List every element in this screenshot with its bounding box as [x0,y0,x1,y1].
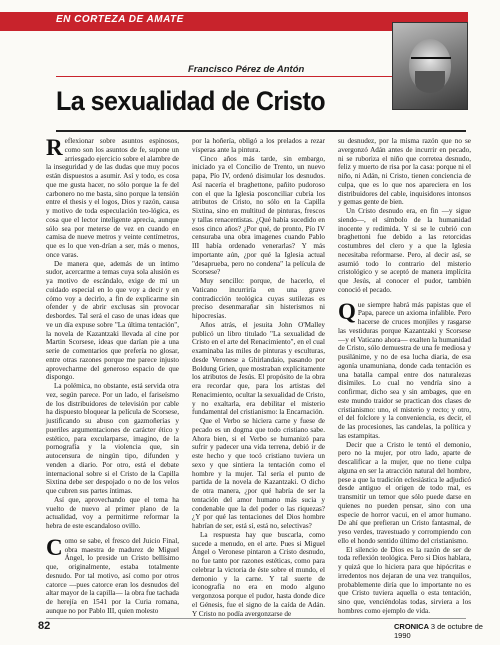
paragraph: Muy sencillo: porque, de hacerlo, el Vaticano incurriría en una grave contradicción teológica cuyas sutilezas es preciso desenmarañar sin histerismos ni hipocresías. [192,277,325,320]
column-3 [338,137,471,616]
drop-cap: C [46,534,63,560]
paragraph: Decir que a Cristo le tentó el demonio, pero no la mujer, por otro lado, aparte de descalificar a la mujer, que no tiene culpa alguna en ser la atracción natural del hombre, pese a que la tradición eclesiástica le adjudicó desde antiguo el origen de todo mal, es transmitir un temor que sólo puede darse en quienes no pueden pensar, sino con una especie de horror vacui, en el amor humano. De ahí que prefieran un Cristo fantasmal, de yeso verdes, travestuado y corrompiendo con ello el hondo sentido último del cristianismo. [338,440,471,545]
article-title: La sexualidad de Cristo [56,86,326,116]
publication-name: CRONICA 3 de octubre de 1990 [394,622,483,640]
paragraph: Así que, aprovechando que el tema ha vuelto de nuevo al primer plano de la actualidad, voy a permitirme reformar la hebra de este escandaloso ovillo. [46,495,179,530]
paragraph: Un Cristo desnudo era, en fin —y sigue siendo—, el símbolo de la humanidad inocente y redimida. Y si se le cubrió con braghettoni fue debido a las retorcidas costumbres del clero y a que la Iglesia necesitaba reformarse. Pero, al decir así, se asumió todo lo contrario del misterio cristológico y se aceptó de manera implícita que Jesús, al conocer el pudor, también conoció el pecado. [338,207,471,294]
paragraph: Reflexionar sobre asuntos espinosos, como son los asuntos de fe, supone un arriesgado ejercicio sobre el alambre de la inseguridad y de las dudas que muy pocos están dispuestos a asumir. Así y todo, es cosa que me gusta hacer, no sólo porque la fe del carbonero no me basta, sino porque la tensión entre el thesis y el logos, Dios y razón, causa y motivo de toda especulación teo-lógica, es cosa que el lector inteligente aprecia, aunque sólo sea por meterse de vez en cuando en camisa de nueve metros y veinte centímetros, que es lo que ven-drían a ser, más o menos, once varas. [46,135,179,259]
author-photo [392,22,468,110]
header-rule [56,76,392,77]
paragraph: por la hoñería, obligó a los prelados a rezar vísperas ante la pintura. [192,137,325,154]
paragraph: De manera que, además de un íntimo sudor, acercarme a temas cuya sola alusión es ya motivo de escándalo, exige de mí un cuidado especial en lo que voy a decir y en cómo voy a decirlo, a fin de explicarme sin ofender y de abrir exclusas sin provocar desbordes. Tal será el caso de unas ideas que ve un día expuse sobre "La última tentación", la novela de Kazantzaki llevada al cine por Martin Scorsese, ideas que darían pie a una serie de comentarios que prefería no glosar, entre otras razones porque me parece injusto aprovecharme del generoso espacio de que dispongo. [46,259,179,382]
page-footer [0,612,500,645]
paragraph: El silencio de Dios es la razón de ser de toda reflexión teológica. Pero si Dios hablara, y quizá que lo hiciera para que hipócritas e irredentos nos dejaran de una vez tranquilos, probablemente diría que lo importante no es que Cristo tuviera aquella o esta tentación, sino que, venciéndolas todas, sirviera a los hombres como ejemplo de vida. [338,545,471,615]
paragraph: Cinco años más tarde, sin embargo, iniciado ya el Concilio de Trento, un nuevo papa, Pío IV, ordenó disimular los desnudos. Así nacería el braghettone, pañito pudoroso con el que la Iglesia posconciliar cubría los atributos de Cristo, no sólo en la Capilla Sixtina, sino en multitud de pinturas, frescos y tallas renacentistas. ¿Qué había sucedido en esos cinco años? ¿Por qué, de pronto, Pío IV censuraba una obra imagenes cuando Pablo III había ordenado venerarlas? Y más importante aún, ¿por qué la Iglesia actual "desaprueba, pero no condena" la película de Scorsese? [192,154,325,277]
paragraph: La respuesta hay que buscarla, como sucede a menudo, en el arte. Pues si Miguel Ángel o Veronese pintaron a Cristo desnudo, no fue tanto por razones estéticas, como para celebrar la victoria de éste sobre el mundo, el demonio y la carne. Y tal suerte de iconografía no era en modo alguno vergonzosa porque el pudor, hasta donde dice el Génesis, fue el signo de la caída de Adán. Y Cristo no podía avergonzarse de [192,530,325,618]
paragraph: su desnudez, por la misma razón que no se avergonzó Adán antes de incurrir en pecado, ni se ruboriza el niño que corretea desnudo, feliz y muerto de risa por la casa: porque ni el niño, ni Adán, ni Cristo, tienen conciencia de culpa, que es lo que nos apareciera en los distribuidores del cable, inquisidores intonsos y gemas gente de bien. [338,137,471,207]
paragraph: La polémica, no obstante, está servida otra vez, según parece. Por un lado, el fariseísmo de los distribuidores de televisión por cable ha dispuesto bloquear la película de Scorsese, justificando su abuso con gazmoñerías y pueriles argumentaciones de carácter ético y estético, para excularparse, imagino, de la pornografía y la violencia que, sin autocensura de ningún tipo, difunden y venden a diario. Por otro, está el debate internacional sobre si el Cristo de la Capilla Sixtina debe ser despojado o no de los velos que cubren sus partes íntimas. [46,382,179,495]
drop-cap: R [46,135,63,160]
section-title: EN CORTEZA DE AMATE [56,14,184,25]
paragraph: Que el Verbo se hiciera carne y fuese de pecado es un dogma que todo cristiano sabe. Ahora bien, si el Verbo se humanizó para sufrir y padecer una vida terrena, debió ir de este hecho y que tocó cristiano tuviera un sexo y que sintiera la tentación como el hombre y la mujer. Tal sería el punto de partida de la novela de Kazantzaki. O dicho de otra manera, ¿por qué habría de ser la tentación del amor humano más sucia y condenable que la del poder o las riquezas? ¿Y por qué las tentaciones del Dios hombre habrían de ser, está sí, está no, selectivas? [192,417,325,530]
page-number: 82 [38,620,51,632]
author-name: Francisco Pérez de Antón [188,64,305,75]
column-1 [46,137,179,616]
paragraph: Que siempre habrá más papistas que el Papa, parece un axioma infalible. Pero hacerse de cruces monjiles y rasgarse las vestiduras porque Kazantzaki y Scorsese —y el Vaticano ahora— exalten la humanidad de Cristo, sólo demuestra de una fe mediosa y pusilánime, y no de esa lucha diaria, de esa agonía unamuniana, donde cada tentación es una batalla campal entre dos naturalezas disímiles. Lo cual no vendría sino a confirmar, dicho sea y sin ambages, que en este mundo traidor se practican dos clases de cristianismo: uno, el misterio y recto; y otro, el del folclore y la conveniencia, es decir, el de las procesiones, las candelas, la política y las estampitas. [338,298,471,440]
footer-rule [46,618,466,619]
title-rule [56,130,466,132]
drop-cap: Q [338,298,356,324]
column-2 [192,137,325,618]
issue-date: 3 de octubre de 1990 [394,622,483,640]
paragraph: Años atrás, el jesuita John O'Malley publicó un libro titulado "La sexualidad de Cristo en el arte del Renacimiento", en el cual examinaba las miles de pinturas y esculturas, desde Veronese a Ghirlandaio, pasando por Boldung Grien, que mostraban explícitamente los atributos de Jesús. El propósito de la obra era recordar que, para los artistas del Renacimiento, ocultar la sexualidad de Cristo, y no exaltarla, era debilitar el misterio fundamental del cristianismo: la Encarnación. [192,320,325,417]
paragraph: Como se sabe, el fresco del Juicio Final, obra maestra de madurez de Miguel Ángel, lo preside un Cristo bellísimo que, originalmente, estaba totalmente desnudo. Por tal motivo, así como por otros catorce —pues catorce eran los desnudos del altar mayor de la capilla— la obra fue tachada de herejía en 1541 por la Curia romana, aunque no por Pablo III, quien molesto [46,534,179,615]
